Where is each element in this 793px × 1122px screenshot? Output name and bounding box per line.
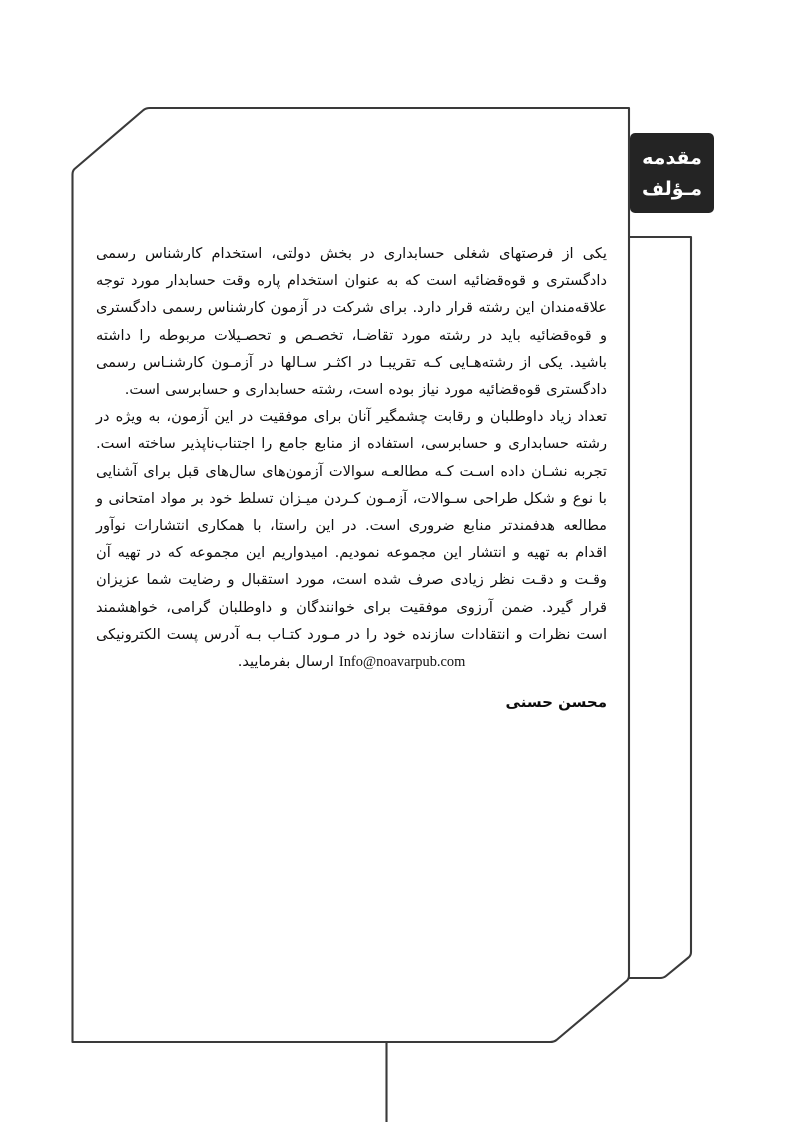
- inner-frame-path: [629, 237, 691, 978]
- badge-title-line-2: مـؤلف: [642, 178, 702, 200]
- paragraph-2-text-before-email: تعداد زیاد داوطلبان و رقابت چشمگیر آنان برای موفقیت در این آزمون، به ویژه در رشته حسابداری و حسابرسی، استفاده از منابع جامع را اجتناب‌ناپذیر ساخته است. تجربه نشـان داده اسـت کـه مطالعـه سوالات آزمون‌های سال‌های قبل برای آشنایی با نوع و شکل طراحی سـوالات، آزمـون کـردن میـزان تسلط خود بر مواد امتحانی و مطالعه هدفمندتر منابع ضروری است. در این راستا، با همکاری انتشارات نوآور اقدام به تهیه و انتشار این مجموعه نمودیم. امیدواریم این مجموعه که در تهیه آن وقـت و دقـت نظر زیادی صرف شده است، مورد استقبال و رضایت شما عزیزان قرار گیرد. ضمن آرزوی موفقیت برای خوانندگان و داوطلبان گرامی، خواهشمند است نظرات و انتقادات سازنده خود را در مـورد کتـاب بـه آدرس پست الکترونیکی: [96, 408, 607, 643]
- badge-title-line-1: مقدمه: [642, 147, 702, 169]
- paragraph-2: [96, 403, 607, 676]
- author-signature: محسن حسنی: [505, 693, 607, 712]
- section-title-badge: [630, 133, 714, 213]
- body-text-column: [96, 240, 607, 714]
- contact-email: Info@noavarpub.com: [338, 654, 466, 671]
- paragraph-2-text-after-email: ارسال بفرمایید.: [237, 653, 339, 671]
- paragraph-1: یکی از فرصتهای شغلی حسابداری در بخش دولتی، استخدام کارشناس رسمی دادگستری و قوه‌قضائیه است که به عنوان استخدام پاره وقت حسابدار مورد توجه علاقه‌مندان این رشته قرار دارد. برای شرکت در آزمون کارشناس رسمی دادگستری و قوه‌قضائیه باید در رشته مورد تقاضـا، تخصـص و تحصـیلات مربوطه را داشته باشید. یکی از رشته‌هـایی کـه تقریبـا در اکثـر سـالها در آزمـون کارشنـاس رسمی دادگستری قوه‌قضائیه مورد نیاز بوده است، رشته حسابداری و حسابرسی است.: [96, 245, 607, 399]
